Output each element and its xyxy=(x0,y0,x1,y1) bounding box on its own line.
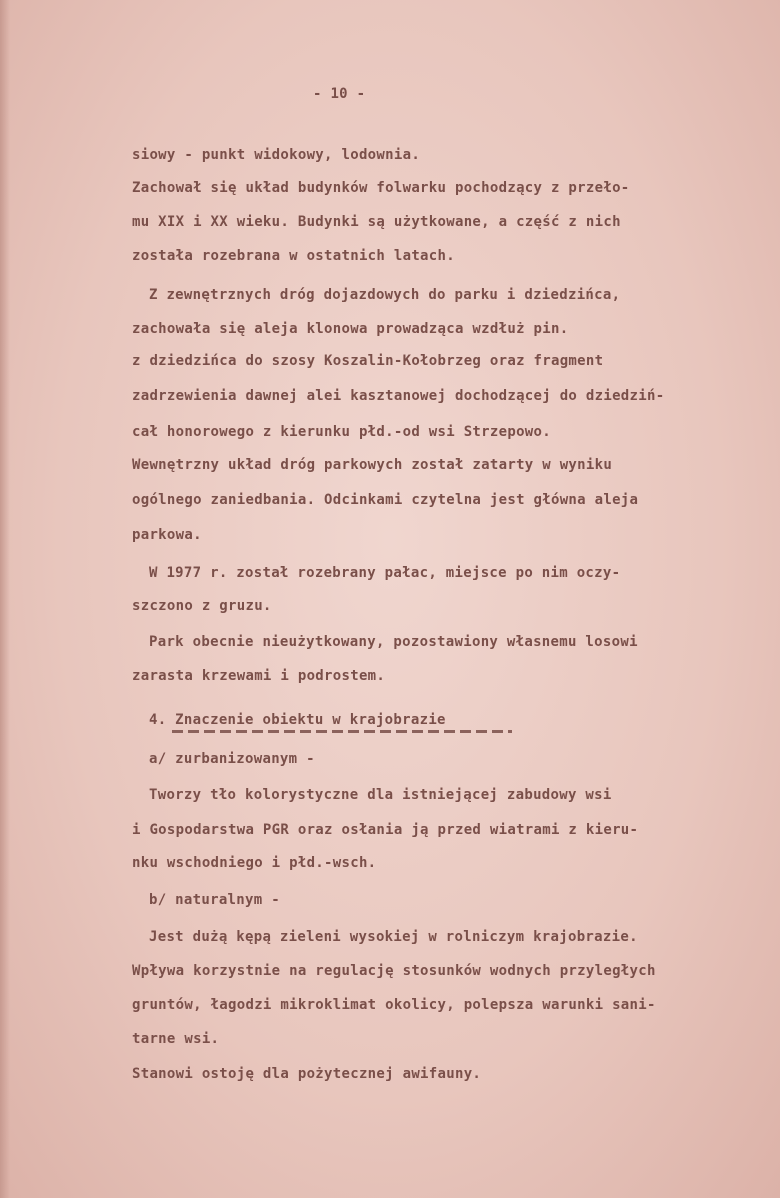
section-heading: 4. Znaczenie obiektu w krajobrazie xyxy=(149,712,446,728)
heading-underline xyxy=(172,730,512,733)
text-line: gruntów, łagodzi mikroklimat okolicy, polepsza warunki sani- xyxy=(132,997,656,1013)
page-edge-shadow xyxy=(0,0,10,1198)
text-line: nku wschodniego i płd.-wsch. xyxy=(132,855,377,871)
text-line: ogólnego zaniedbania. Odcinkami czytelna jest główna aleja xyxy=(132,492,639,508)
text-line: Zachował się układ budynków folwarku pochodzący z przeło- xyxy=(132,180,630,196)
text-line: zachowała się aleja klonowa prowadząca wzdłuż pin. xyxy=(132,321,569,337)
text-line: zadrzewienia dawnej alei kasztanowej dochodzącej do dziedziń- xyxy=(132,388,665,404)
text-line: szczono z gruzu. xyxy=(132,598,272,614)
text-line: Jest dużą kępą zieleni wysokiej w rolniczym krajobrazie. xyxy=(149,929,638,945)
text-line: z dziedzińca do szosy Koszalin-Kołobrzeg oraz fragment xyxy=(132,353,604,369)
text-line: mu XIX i XX wieku. Budynki są użytkowane, a część z nich xyxy=(132,214,621,230)
text-line: parkowa. xyxy=(132,527,202,543)
text-line: Park obecnie nieużytkowany, pozostawiony własnemu losowi xyxy=(149,634,638,650)
text-line: Wewnętrzny układ dróg parkowych został zatarty w wyniku xyxy=(132,457,613,473)
text-line: i Gospodarstwa PGR oraz osłania ją przed wiatrami z kieru- xyxy=(132,822,639,838)
text-line: została rozebrana w ostatnich latach. xyxy=(132,248,455,264)
text-line: siowy - punkt widokowy, lodownia. xyxy=(132,147,421,163)
text-line: Wpływa korzystnie na regulację stosunków wodnych przyległych xyxy=(132,963,656,979)
text-line: zarasta krzewami i podrostem. xyxy=(132,668,386,684)
text-line: tarne wsi. xyxy=(132,1031,220,1047)
text-line: Stanowi ostoję dla pożytecznej awifauny. xyxy=(132,1066,482,1082)
subsection-label: b/ naturalnym - xyxy=(149,892,280,908)
text-line: W 1977 r. został rozebrany pałac, miejsce po nim oczy- xyxy=(149,565,621,581)
subsection-label: a/ zurbanizowanym - xyxy=(149,751,315,767)
page-number: - 10 - xyxy=(313,86,366,102)
text-line: Z zewnętrznych dróg dojazdowych do parku i dziedzińca, xyxy=(149,287,621,303)
text-line: Tworzy tło kolorystyczne dla istniejącej zabudowy wsi xyxy=(149,787,612,803)
text-line: cał honorowego z kierunku płd.-od wsi Strzepowo. xyxy=(132,424,551,440)
